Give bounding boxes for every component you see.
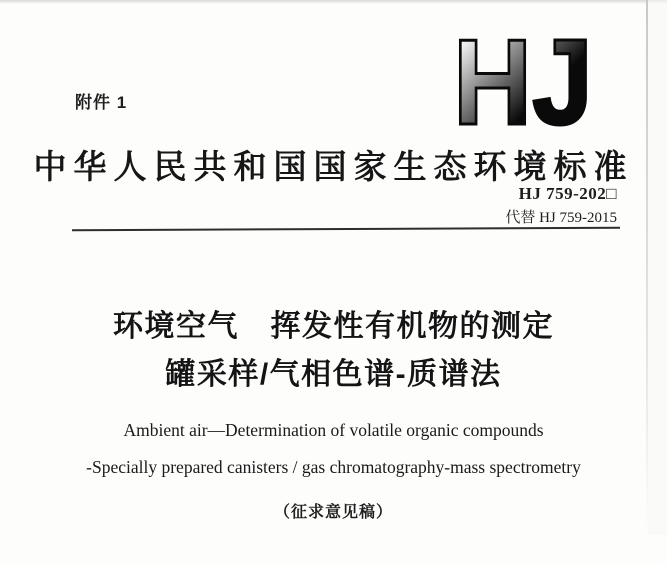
header-rule <box>72 227 620 231</box>
title-chinese-line-2: 罐采样/气相色谱-质谱法 <box>165 358 502 391</box>
title-english-line-1: Ambient air—Determination of volatile organic compounds <box>123 420 544 440</box>
hj-logo-text: HJ <box>453 20 593 134</box>
standard-number: HJ 759-202□ <box>518 184 617 203</box>
national-standard-heading: 中华人民共和国国家生态环境标准 <box>33 150 634 186</box>
hj-logo <box>448 20 600 134</box>
title-chinese-line-1: 环境空气 挥发性有机物的测定 <box>113 310 554 343</box>
scan-edge-top <box>0 0 667 4</box>
title-english-line-2: -Specially prepared canisters / gas chromatography-mass spectrometry <box>86 457 581 477</box>
attachment-label: 附件 1 <box>75 93 128 112</box>
replaces-note: 代替 HJ 759-2015 <box>505 210 617 226</box>
scan-page-margin-right <box>648 0 667 535</box>
scan-edge-right <box>646 0 648 535</box>
title-chinese <box>0 303 667 399</box>
draft-for-comments-note: （征求意见稿） <box>273 504 393 521</box>
